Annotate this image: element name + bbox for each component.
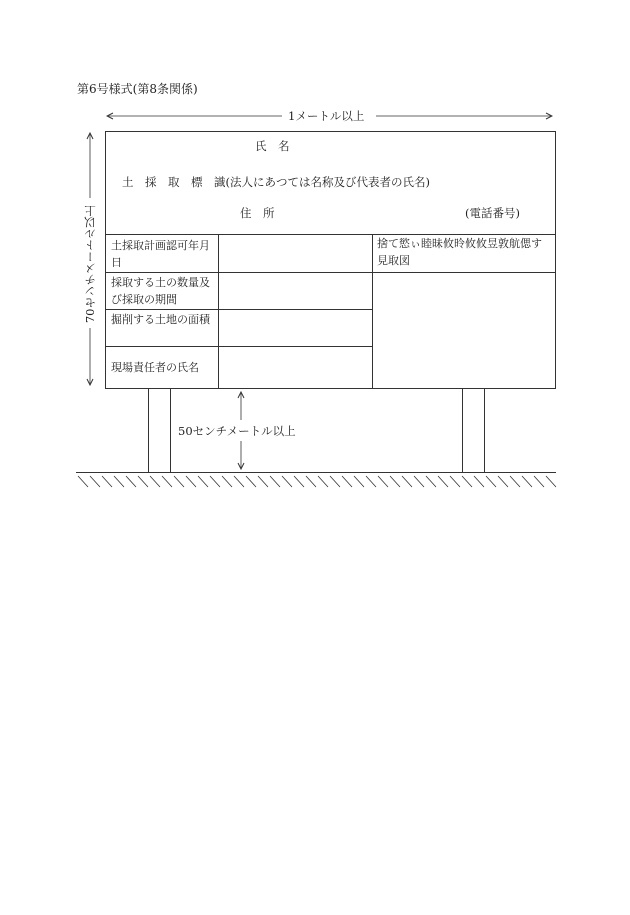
hatch-stroke bbox=[186, 476, 196, 487]
row-label-excavation-area: 掘削する土地の面積 bbox=[111, 313, 210, 326]
hatch-stroke bbox=[138, 476, 148, 487]
hatch-stroke bbox=[462, 476, 472, 487]
hatch-stroke bbox=[330, 476, 340, 487]
hatch-stroke bbox=[306, 476, 316, 487]
hatch-stroke bbox=[282, 476, 292, 487]
hatch-stroke bbox=[366, 476, 376, 487]
sign-title-text: 土 採 取 標 識 bbox=[122, 175, 226, 189]
hatch-stroke bbox=[510, 476, 520, 487]
hatch-stroke bbox=[150, 476, 160, 487]
sign-title bbox=[122, 174, 430, 191]
hatch-stroke bbox=[342, 476, 352, 487]
header-phone-label: (電話番号) bbox=[465, 206, 520, 220]
right-post bbox=[463, 389, 485, 473]
hatch-stroke bbox=[126, 476, 136, 487]
hatch-stroke bbox=[546, 476, 556, 487]
hatch-stroke bbox=[162, 476, 172, 487]
hatch-stroke bbox=[378, 476, 388, 487]
header-address-label: 住 所 bbox=[240, 206, 275, 220]
height-dimension-label: 70センチメートル以上 bbox=[83, 205, 97, 324]
form-title: 第6号様式(第8条関係) bbox=[77, 82, 198, 96]
hatch-stroke bbox=[426, 476, 436, 487]
hatch-stroke bbox=[534, 476, 544, 487]
hatch-stroke bbox=[294, 476, 304, 487]
row-label-soil-quantity: 採取する土の数量及び採取の期間 bbox=[111, 276, 210, 306]
hatch-stroke bbox=[210, 476, 220, 487]
hatch-stroke bbox=[114, 476, 124, 487]
width-dimension-label: 1メートル以上 bbox=[288, 109, 365, 123]
ground-hatching bbox=[78, 476, 556, 487]
hatch-stroke bbox=[438, 476, 448, 487]
hatch-stroke bbox=[450, 476, 460, 487]
row-label-approval-date: 土採取計画認可年月日 bbox=[111, 239, 210, 269]
hatch-stroke bbox=[246, 476, 256, 487]
hatch-stroke bbox=[354, 476, 364, 487]
hatch-stroke bbox=[258, 476, 268, 487]
left-post bbox=[149, 389, 171, 473]
hatch-stroke bbox=[90, 476, 100, 487]
hatch-stroke bbox=[102, 476, 112, 487]
hatch-stroke bbox=[474, 476, 484, 487]
clearance-dimension-label: 50センチメートル以上 bbox=[178, 424, 296, 438]
map-label: 捨て慾ぃ睦昧攸昤攸攸昱敦航偲す見取図 bbox=[377, 237, 542, 267]
hatch-stroke bbox=[318, 476, 328, 487]
hatch-stroke bbox=[174, 476, 184, 487]
hatch-stroke bbox=[522, 476, 532, 487]
row-label-site-manager: 現場責任者の氏名 bbox=[111, 361, 199, 374]
sign-title-note: (法人にあつては名称及び代表者の氏名) bbox=[225, 175, 430, 189]
hatch-stroke bbox=[402, 476, 412, 487]
hatch-stroke bbox=[198, 476, 208, 487]
hatch-stroke bbox=[234, 476, 244, 487]
header-name-label: 氏 名 bbox=[255, 139, 290, 153]
hatch-stroke bbox=[270, 476, 280, 487]
hatch-stroke bbox=[498, 476, 508, 487]
hatch-stroke bbox=[414, 476, 424, 487]
hatch-stroke bbox=[390, 476, 400, 487]
hatch-stroke bbox=[222, 476, 232, 487]
hatch-stroke bbox=[486, 476, 496, 487]
hatch-stroke bbox=[78, 476, 88, 487]
